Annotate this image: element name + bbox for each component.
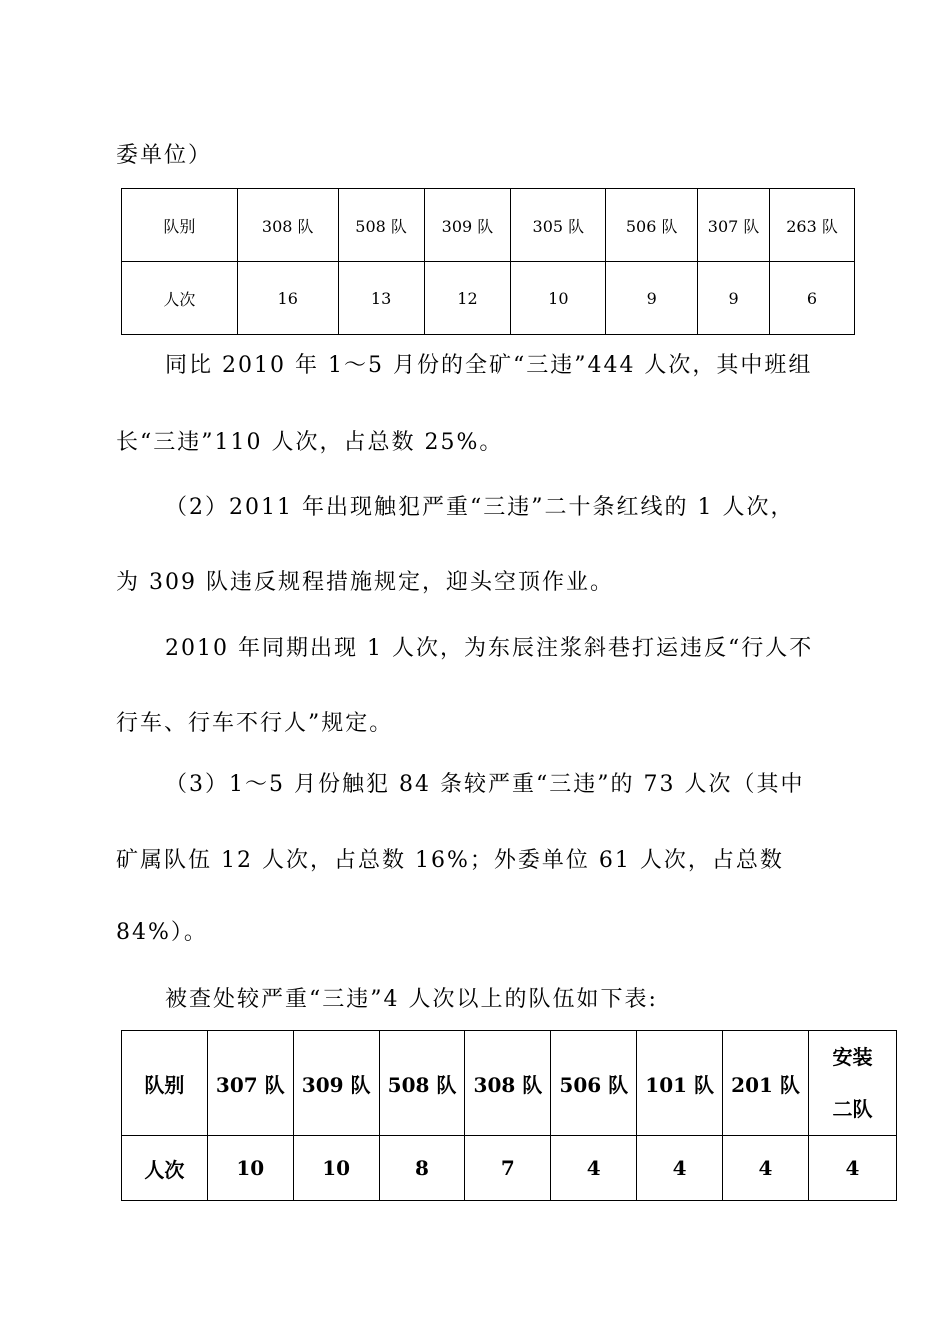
table-cell: 506 队 [606, 189, 698, 262]
table-cell: 10 [511, 262, 606, 335]
table-cell: 16 [237, 262, 338, 335]
text-line: 长“三违”110 人次，占总数 25%。 [116, 430, 504, 455]
table-cell: 10 [207, 1136, 293, 1201]
table-cell: 13 [338, 262, 424, 335]
table-cell: 8 [379, 1136, 465, 1201]
text-line: （3）1～5 月份触犯 84 条较严重“三违”的 73 人次（其中 [165, 772, 805, 797]
table-cell: 263 队 [770, 189, 855, 262]
table-cell: 7 [465, 1136, 551, 1201]
table-cell: 308 队 [237, 189, 338, 262]
violation-table-relatively-serious [121, 1030, 897, 1201]
text-line: 矿属队伍 12 人次，占总数 16%；外委单位 61 人次，占总数 [116, 848, 784, 873]
table-row [122, 189, 855, 262]
table-header-cell: 人次 [122, 1136, 208, 1201]
text-line: 为 309 队违反规程措施规定，迎头空顶作业。 [116, 570, 614, 595]
table-cell: 4 [551, 1136, 637, 1201]
table-cell: 6 [770, 262, 855, 335]
table-cell: 309 队 [424, 189, 511, 262]
text-line: 84%）。 [116, 920, 208, 945]
table-cell: 508 队 [379, 1031, 465, 1136]
table-cell: 9 [606, 262, 698, 335]
table-cell: 10 [293, 1136, 379, 1201]
table-cell: 508 队 [338, 189, 424, 262]
table-row [122, 1136, 897, 1201]
table-cell: 安装二队 [808, 1031, 896, 1136]
text-line: 行车、行车不行人”规定。 [116, 711, 394, 736]
violation-table-serious [121, 188, 855, 335]
table-cell: 4 [808, 1136, 896, 1201]
table-header-cell: 队别 [122, 1031, 208, 1136]
table-cell: 12 [424, 262, 511, 335]
table-cell: 506 队 [551, 1031, 637, 1136]
table-header-cell: 队别 [122, 189, 238, 262]
text-line: （2）2011 年出现触犯严重“三违”二十条红线的 1 人次， [165, 495, 795, 520]
table-cell: 9 [698, 262, 770, 335]
text-line: 同比 2010 年 1～5 月份的全矿“三违”444 人次，其中班组 [165, 353, 813, 378]
table-row [122, 262, 855, 335]
table-header-cell: 人次 [122, 262, 238, 335]
table-cell: 101 队 [637, 1031, 723, 1136]
table-cell: 4 [723, 1136, 809, 1201]
table-cell: 4 [637, 1136, 723, 1201]
text-line: 被查处较严重“三违”4 人次以上的队伍如下表: [165, 987, 658, 1012]
table-row [122, 1031, 897, 1136]
table-cell: 309 队 [293, 1031, 379, 1136]
text-line: 委单位） [116, 143, 213, 168]
table-cell: 201 队 [723, 1031, 809, 1136]
table-cell: 308 队 [465, 1031, 551, 1136]
text-line: 2010 年同期出现 1 人次，为东辰注浆斜巷打运违反“行人不 [165, 636, 814, 661]
table-cell: 307 队 [207, 1031, 293, 1136]
table-cell: 305 队 [511, 189, 606, 262]
table-cell: 307 队 [698, 189, 770, 262]
